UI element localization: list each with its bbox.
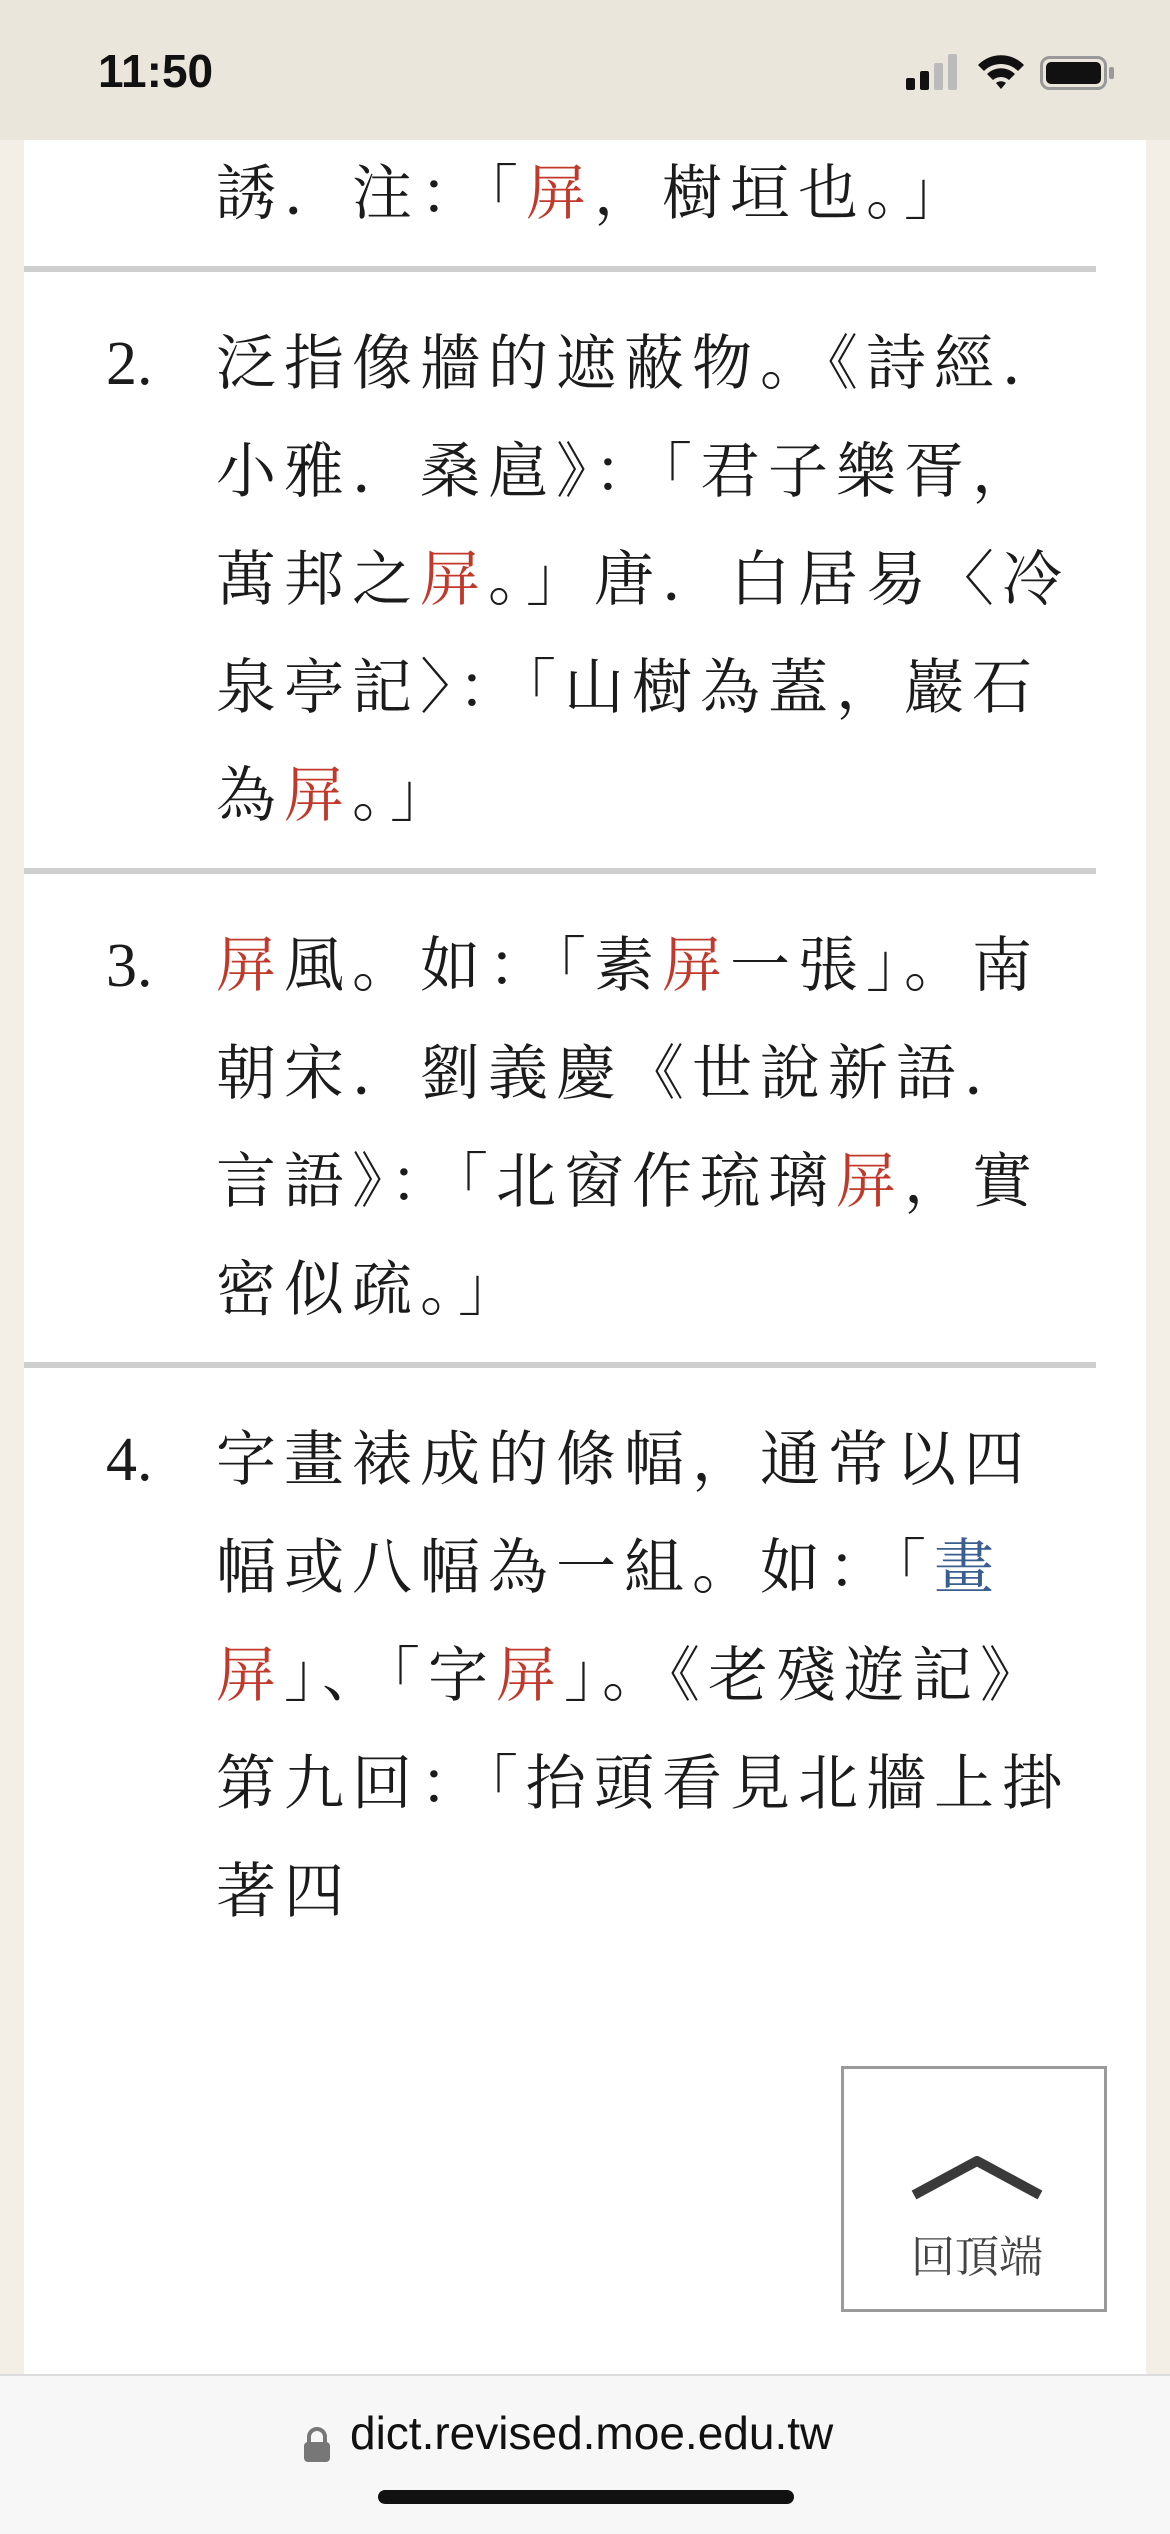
definition-item [24,874,1096,1368]
dictionary-content [24,140,1146,2374]
definition-number: 3. [106,932,153,1000]
definition-number: 2. [106,330,153,398]
text-segment: 字畫裱成的條幅，通常以四幅或八幅為一組。如：「 [216,1425,1032,1603]
text-segment: 誘．注：「 [216,159,526,229]
text-segment: 。」唐．白居易〈冷泉亭記〉：「山樹為蓋，巖石為 [216,545,1070,831]
text-segment: 泛指像牆的遮蔽物。《詩經．小雅．桑扈》：「君子樂胥，萬邦之 [216,329,1070,615]
chevron-up-icon [910,2155,1044,2199]
highlighted-character[interactable]: 屏 [836,1147,904,1217]
highlighted-character[interactable]: 屏 [420,545,488,615]
definition-item [24,272,1096,874]
text-segment: 」。《老殘遊記》第九回：「抬頭看見北牆上掛著四 [216,1641,1070,1927]
definition-text [216,1406,1096,1946]
text-segment: 。」 [352,761,458,831]
highlighted-character[interactable]: 屏 [216,931,284,1001]
lock-icon [302,2426,332,2464]
home-indicator [378,2490,794,2504]
text-segment: 風。如：「素 [284,931,662,1001]
definition-list [24,140,1146,1964]
definition-number: 4. [106,1426,153,1494]
highlighted-character[interactable]: 屏 [496,1641,564,1711]
text-segment: ，樹垣也。」 [594,159,972,229]
status-time: 11:50 [98,45,214,97]
status-bar [0,0,1170,140]
battery-icon [1040,56,1116,90]
browser-url-bar[interactable] [0,2374,1170,2534]
highlighted-character[interactable]: 屏 [216,1641,284,1711]
signal-icon [906,54,958,90]
wifi-icon [976,52,1026,90]
definition-text [216,912,1096,1344]
text-segment: 一張」。南朝宋．劉義慶《世說新語．言語》：「北窗作琉璃 [216,931,1040,1217]
highlighted-character[interactable]: 屏 [284,761,352,831]
text-segment: ，實密似疏。」 [216,1147,1040,1325]
highlighted-character[interactable]: 屏 [526,159,594,229]
back-to-top-label: 回頂端 [911,2233,1043,2282]
linked-character[interactable]: 畫 [934,1533,1002,1603]
back-to-top-button[interactable] [841,2066,1107,2312]
definition-item [24,1368,1096,1964]
url-text: dict.revised.moe.edu.tw [350,2407,834,2459]
highlighted-character[interactable]: 屏 [662,931,730,1001]
definition-text [216,310,1096,850]
text-segment: 」、「字 [284,1641,496,1711]
